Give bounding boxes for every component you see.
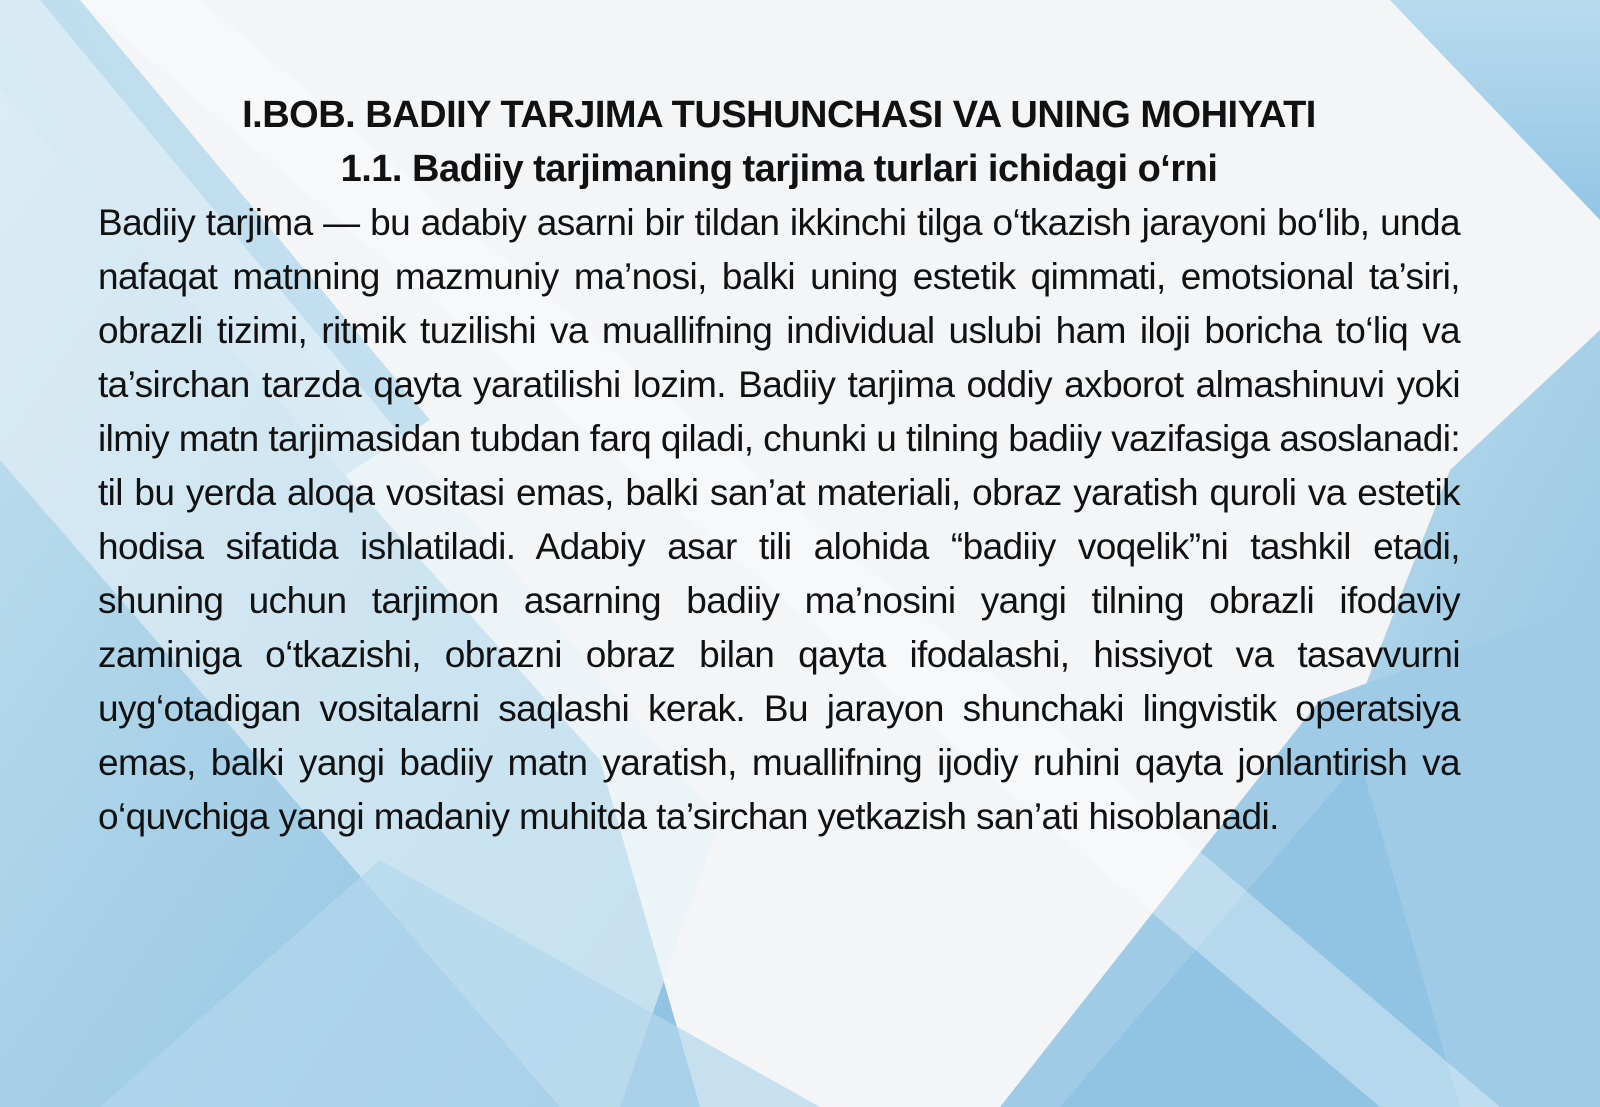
section-title: 1.1. Badiiy tarjimaning tarjima turlari ichidagi o‘rni [340,148,1218,190]
chapter-title: I.BOB. BADIIY TARJIMA TUSHUNCHASI VA UNING MOHIYATI [242,94,1316,136]
slide-content [98,88,1460,844]
body-paragraph: Badiiy tarjima — bu adabiy asarni bir tildan ikkinchi tilga o‘tkazish jarayoni bo‘lib, unda nafaqat matnning mazmuniy ma’nosi, balki uning estetik qimmati, emotsional ta’siri, obrazli tizimi, ritmik tuzilishi va muallifning individual uslubi ham iloji boricha to‘liq va ta’sirchan tarzda qayta yaratilishi lozim. Badiiy tarjima oddiy axborot almashinuvi yoki ilmiy matn tarjimasidan tubdan farq qiladi, chunki u tilning badiiy vazifasiga asoslanadi: til bu yerda aloqa vositasi emas, balki san’at materiali, obraz yaratish quroli va estetik hodisa sifatida ishlatiladi. Adabiy asar tili alohida “badiiy voqelik”ni tashkil etadi, shuning uchun tarjimon asarning badiiy ma’nosini yangi tilning obrazli ifodaviy zaminiga o‘tkazishi, obrazni obraz bilan qayta ifodalashi, hissiyot va tasavvurni uyg‘otadigan vositalarni saqlashi kerak. Bu jarayon shunchaki lingvistik operatsiya emas, balki yangi badiiy matn yaratish, muallifning ijodiy ruhini qayta jonlantirish va o‘quvchiga yangi madaniy muhitda ta’sirchan yetkazish san’ati hisoblanadi. [98,202,1460,837]
